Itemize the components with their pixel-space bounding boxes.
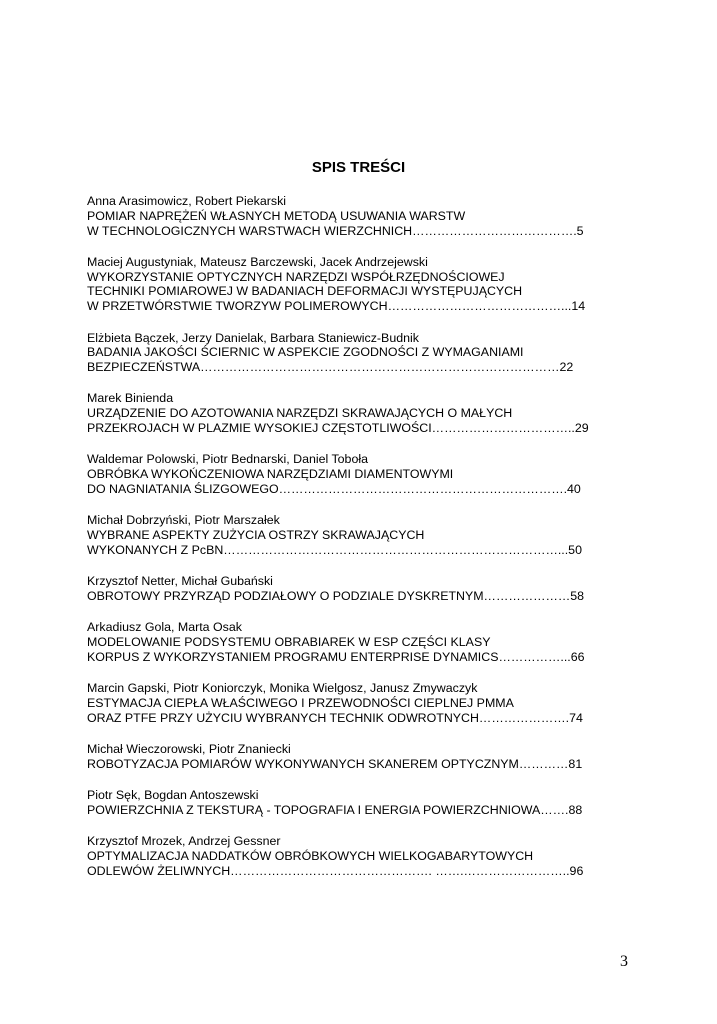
- toc-entry-title-line: OBROTOWY PRZYRZĄD PODZIAŁOWY O PODZIALE DYSKRETNYM…………………58: [87, 588, 585, 603]
- toc-entry-title-line: KORPUS Z WYKORZYSTANIEM PROGRAMU ENTERPRISE DYNAMICS……………...66: [87, 649, 585, 664]
- toc-entry-title-line: ORAZ PTFE PRZY UŻYCIU WYBRANYCH TECHNIK ODWROTNYCH………………….74: [87, 710, 583, 725]
- toc-entry-authors: Marcin Gapski, Piotr Koniorczyk, Monika Wielgosz, Janusz Zmywaczyk: [87, 681, 478, 696]
- toc-entry-authors: Arkadiusz Gola, Marta Osak: [87, 620, 242, 635]
- toc-entry-title-line: PRZEKROJACH W PLAZMIE WYSOKIEJ CZĘSTOTLIWOŚCI……………………………..29: [87, 421, 589, 436]
- toc-entry-title-line: POMIAR NAPRĘŻEŃ WŁASNYCH METODĄ USUWANIA WARSTW: [87, 208, 466, 223]
- table-of-contents: [87, 194, 632, 895]
- toc-entry-title-line: WYKORZYSTANIE OPTYCZNYCH NARZĘDZI WSPÓŁRZĘDNOŚCIOWEJ: [87, 269, 505, 284]
- toc-entry: [87, 331, 632, 375]
- toc-entry-title-line: W PRZETWÓRSTWIE TWORZYW POLIMEROWYCH……………………………………...14: [87, 299, 586, 314]
- toc-entry: [87, 255, 632, 314]
- toc-entry-authors: Michał Wieczorowski, Piotr Znaniecki: [87, 742, 291, 757]
- toc-entry-title-line: ROBOTYZACJA POMIARÓW WYKONYWANYCH SKANEREM OPTYCZNYM…………81: [87, 756, 583, 771]
- toc-entry-title-line: DO NAGNIATANIA ŚLIZGOWEGO…………………………………………………………….40: [87, 481, 581, 496]
- toc-entry: [87, 391, 632, 435]
- toc-entry-authors: Maciej Augustyniak, Mateusz Barczewski, Jacek Andrzejewski: [87, 254, 428, 269]
- toc-entry-title-line: BEZPIECZEŃSTWA……………………………………………………………………………22: [87, 360, 574, 375]
- toc-entry-title-line: ODLEWÓW ŻELIWNYCH…………………………………………. …….……………………..96: [87, 863, 584, 878]
- toc-entry: [87, 452, 632, 496]
- page-title: SPIS TREŚCI: [311, 159, 406, 176]
- toc-entry: [87, 681, 632, 725]
- toc-entry: [87, 513, 632, 557]
- page-number: 3: [620, 953, 628, 970]
- toc-entry: [87, 194, 632, 238]
- toc-entry: [87, 574, 632, 604]
- toc-entry: [87, 742, 632, 772]
- toc-entry-title-line: OBRÓBKA WYKOŃCZENIOWA NARZĘDZIAMI DIAMENTOWYMI: [87, 467, 454, 482]
- toc-entry-title-line: ESTYMACJA CIEPŁA WŁAŚCIWEGO I PRZEWODNOŚCI CIEPLNEJ PMMA: [87, 695, 514, 710]
- toc-entry-authors: Krzysztof Mrozek, Andrzej Gessner: [87, 834, 281, 849]
- toc-entry-title-line: BADANIA JAKOŚCI ŚCIERNIC W ASPEKCIE ZGODNOŚCI Z WYMAGANIAMI: [87, 345, 524, 360]
- toc-entry: [87, 788, 632, 818]
- toc-entry-title-line: OPTYMALIZACJA NADDATKÓW OBRÓBKOWYCH WIELKOGABARYTOWYCH: [87, 849, 534, 863]
- toc-entry-authors: Anna Arasimowicz, Robert Piekarski: [87, 194, 287, 208]
- toc-entry-title-line: TECHNIKI POMIAROWEJ W BADANIACH DEFORMACJI WYSTĘPUJĄCYCH: [87, 284, 523, 299]
- toc-entry-title-line: WYKONANYCH Z PcBN………………………………………………………………………...50: [87, 542, 582, 557]
- toc-entry-title-line: POWIERZCHNIA Z TEKSTURĄ - TOPOGRAFIA I ENERGIA POWIERZCHNIOWA…….88: [87, 802, 583, 817]
- toc-entry-authors: Marek Binienda: [87, 391, 174, 406]
- toc-entry-title-line: MODELOWANIE PODSYSTEMU OBRABIAREK W ESP CZĘŚCI KLASY: [87, 635, 491, 650]
- toc-entry-authors: Waldemar Polowski, Piotr Bednarski, Daniel Toboła: [87, 452, 368, 467]
- toc-entry-authors: Michał Dobrzyński, Piotr Marszałek: [87, 513, 280, 528]
- toc-entry-title-line: URZĄDZENIE DO AZOTOWANIA NARZĘDZI SKRAWAJĄCYCH O MAŁYCH: [87, 406, 513, 421]
- toc-entry: [87, 620, 632, 664]
- toc-entry-authors: Krzysztof Netter, Michał Gubański: [87, 574, 273, 589]
- toc-entry-authors: Elżbieta Bączek, Jerzy Danielak, Barbara Staniewicz-Budnik: [87, 330, 419, 345]
- toc-entry: [87, 834, 632, 878]
- toc-entry-title-line: WYBRANE ASPEKTY ZUŻYCIA OSTRZY SKRAWAJĄCYCH: [87, 528, 425, 543]
- toc-entry-authors: Piotr Sęk, Bogdan Antoszewski: [87, 788, 259, 803]
- toc-entry-title-line: W TECHNOLOGICZNYCH WARSTWACH WIERZCHNICH………………………………….5: [87, 223, 584, 238]
